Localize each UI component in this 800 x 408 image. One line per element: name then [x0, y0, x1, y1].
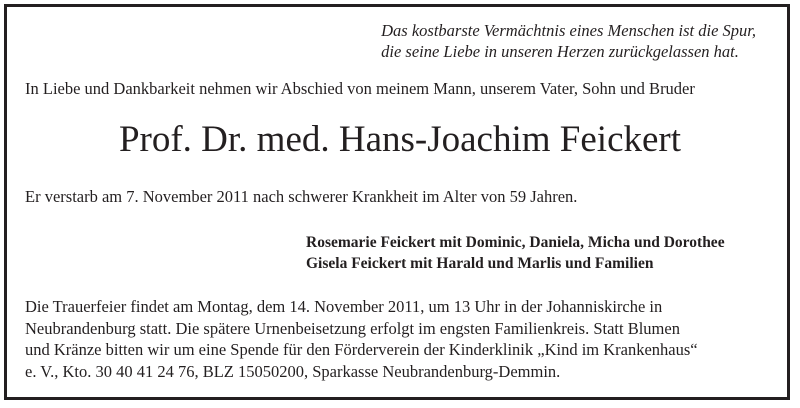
mourners-list — [306, 232, 725, 274]
motto-quote — [381, 20, 756, 62]
death-notice: Er verstarb am 7. November 2011 nach schwerer Krankheit im Alter von 59 Jahren. — [25, 187, 578, 206]
motto-line-1: Das kostbarste Vermächtnis eines Menschen ist die Spur, — [381, 21, 756, 40]
intro-text: In Liebe und Dankbarkeit nehmen wir Abschied von meinem Mann, unserem Vater, Sohn und Bruder — [25, 79, 695, 98]
service-line-1: Die Trauerfeier findet am Montag, dem 14. November 2011, um 13 Uhr in der Johanniskirche in — [25, 297, 663, 316]
motto-line-2: die seine Liebe in unseren Herzen zurückgelassen hat. — [381, 42, 739, 61]
mourner-line-2: Gisela Feickert mit Harald und Marlis und Familien — [306, 255, 654, 272]
service-line-2: Neubrandenburg statt. Die spätere Urnenbeisetzung erfolgt im engsten Familienkreis. Statt Blumen — [25, 318, 680, 338]
mourner-line-1: Rosemarie Feickert mit Dominic, Daniela, Micha und Dorothee — [306, 234, 725, 251]
service-details — [25, 296, 698, 382]
service-line-3: und Kränze bitten wir um eine Spende für den Förderverein der Kinderklinik „Kind im Krankenhaus“ — [25, 340, 698, 359]
service-line-4: e. V., Kto. 30 40 41 24 76, BLZ 15050200, Sparkasse Neubrandenburg-Demmin. — [25, 361, 561, 381]
deceased-name: Prof. Dr. med. Hans-Joachim Feickert — [118, 119, 682, 160]
